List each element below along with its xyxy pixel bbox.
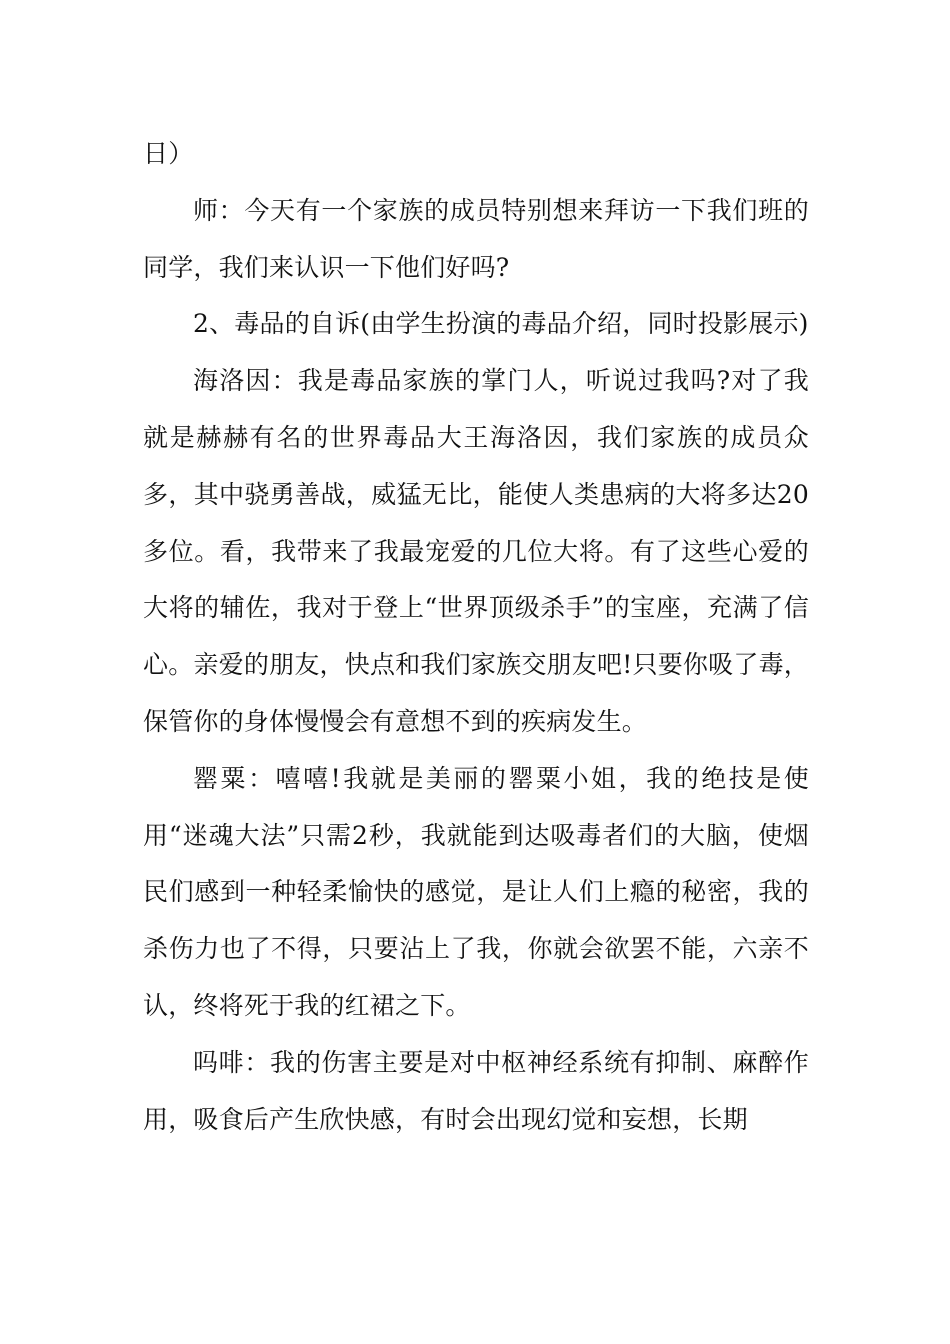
paragraph-teacher-intro: 师：今天有一个家族的成员特别想来拜访一下我们班的同学，我们来认识一下他们好吗? bbox=[143, 195, 809, 282]
paragraph-continuation: 日） bbox=[143, 139, 194, 168]
paragraph-morphine: 吗啡：我的伤害主要是对中枢神经系统有抑制、麻醉作用，吸食后产生欣快感，有时会出现幻觉和妄想，长期 bbox=[143, 1047, 809, 1134]
paragraph-heroin: 海洛因：我是毒品家族的掌门人，听说过我吗?对了我就是赫赫有名的世界毒品大王海洛因，我们家族的成员众多，其中骁勇善战，威猛无比，能使人类患病的大将多达20多位。看，我带来了我最宠爱的几位大将。有了这些心爱的大将的辅佐，我对于登上“世界顶级杀手”的宝座，充满了信心。亲爱的朋友，快点和我们家族交朋友吧!只要你吸了毒，保管你的身体慢慢会有意想不到的疾病发生。 bbox=[143, 366, 809, 736]
paragraph-poppy: 罂粟：嘻嘻!我就是美丽的罂粟小姐，我的绝技是使用“迷魂大法”只需2秒，我就能到达吸毒者们的大脑，使烟民们感到一种轻柔愉快的感觉，是让人们上瘾的秘密，我的杀伤力也了不得，只要沾上了我，你就会欲罢不能，六亲不认，终将死于我的红裙之下。 bbox=[143, 763, 809, 1020]
body-text bbox=[143, 126, 809, 1148]
paragraph-section-heading: 2、毒品的自诉(由学生扮演的毒品介绍，同时投影展示) bbox=[193, 309, 809, 339]
